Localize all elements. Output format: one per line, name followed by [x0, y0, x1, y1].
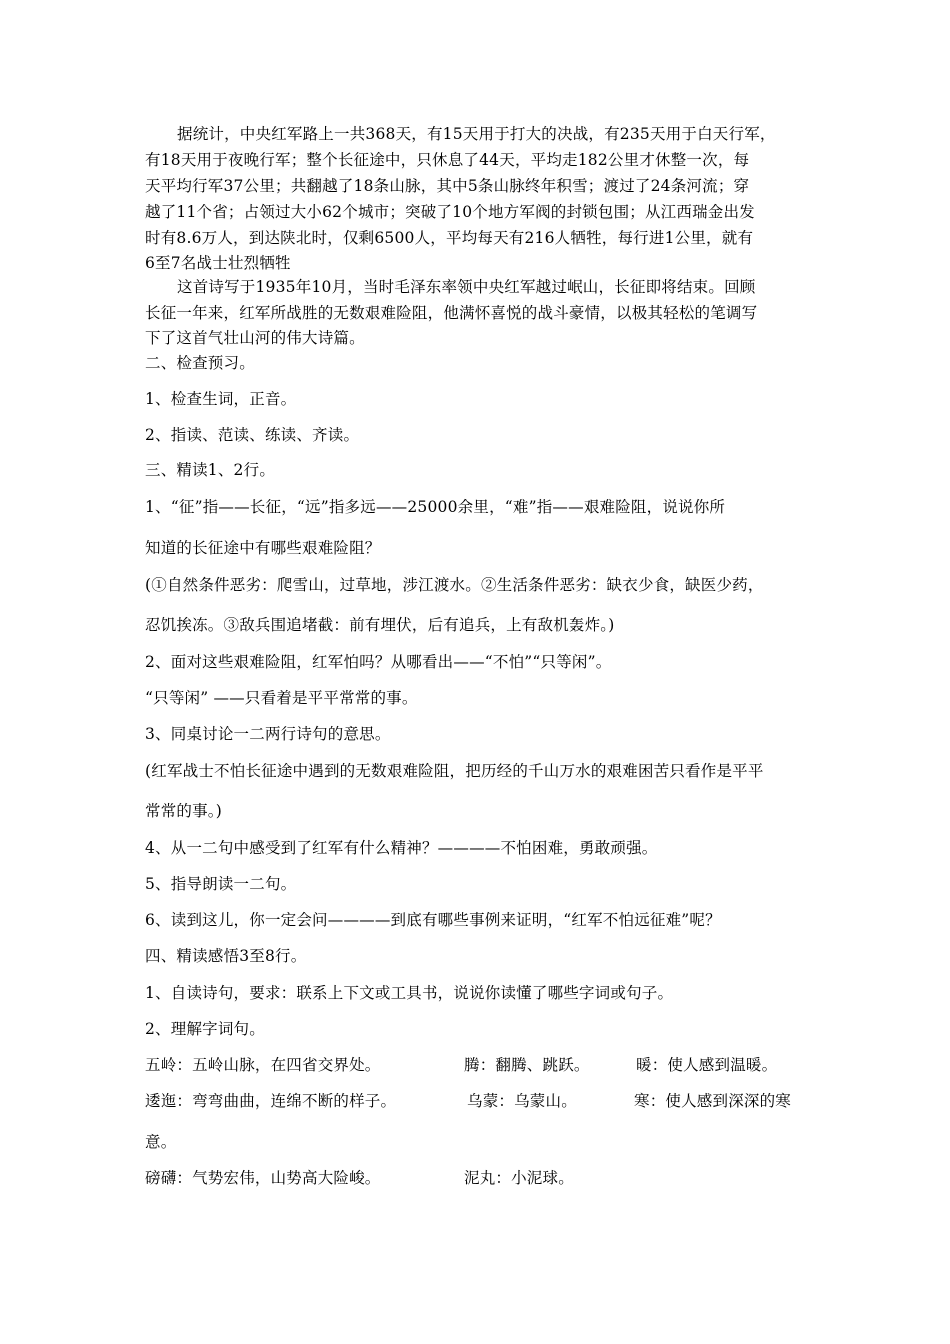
glossary-entry: 泥丸：小泥球。	[464, 1169, 574, 1187]
glossary-entry: 腾：翻腾、跳跃。	[464, 1056, 590, 1074]
list-item-continued: “只等闲” ——只看着是平平常常的事。	[145, 689, 418, 707]
answer-text: 常常的事。)	[145, 802, 222, 820]
list-item: 1、自读诗句，要求：联系上下文或工具书，说说你读懂了哪些字词或句子。	[145, 984, 674, 1002]
list-item: 2、指读、范读、练读、齐读。	[145, 426, 360, 444]
glossary-entry: 五岭：五岭山脉，在四省交界处。	[145, 1056, 381, 1074]
paragraph-stats-line: 越了11个省；占领过大小62个城市；突破了10个地方军阀的封锁包围；从江西瑞金出发	[145, 203, 755, 221]
answer-text: 忍饥挨冻。③敌兵围追堵截：前有埋伏，后有追兵，上有敌机轰炸。)	[145, 616, 615, 634]
list-item: 2、理解字词句。	[145, 1020, 265, 1038]
paragraph-stats-line: 天平均行军37公里；共翻越了18条山脉，其中5条山脉终年积雪；渡过了24条河流；穿	[145, 177, 750, 195]
glossary-entry: 逶迤：弯弯曲曲，连绵不断的样子。	[145, 1092, 397, 1110]
paragraph-poem-background-line: 这首诗写于1935年10月，当时毛泽东率领中央红军越过岷山，长征即将结束。回顾	[177, 278, 756, 296]
paragraph-stats-line: 有18天用于夜晚行军；整个长征途中，只休息了44天，平均走182公里才休整一次，每	[145, 151, 750, 169]
list-item: 6、读到这儿，你一定会问————到底有哪些事例来证明，“红军不怕远征难”呢？	[145, 911, 721, 929]
section-heading-close-reading-3-8: 四、精读感悟3至8行。	[145, 947, 307, 965]
glossary-entry: 寒：使人感到深深的寒	[634, 1092, 792, 1110]
list-item: 3、同桌讨论一二两行诗句的意思。	[145, 725, 391, 743]
paragraph-stats-line: 时有8.6万人，到达陕北时，仅剩6500人，平均每天有216人牺牲，每行进1公里，就有	[145, 229, 754, 247]
list-item: 1、“征”指——长征，“远”指多远——25000余里，“难”指——艰难险阻，说说你所	[145, 498, 726, 516]
list-item-continued: 知道的长征途中有哪些艰难险阻？	[145, 539, 381, 557]
glossary-entry: 磅礴：气势宏伟，山势高大险峻。	[145, 1169, 381, 1187]
glossary-entry-continued: 意。	[145, 1133, 177, 1151]
list-item: 2、面对这些艰难险阻，红军怕吗？从哪看出——“不怕”“只等闲”。	[145, 653, 612, 671]
paragraph-poem-background-line: 长征一年来，红军所战胜的无数艰难险阻，他满怀喜悦的战斗豪情，以极其轻松的笔调写	[145, 304, 758, 322]
paragraph-stats-line: 6至7名战士壮烈牺牲	[145, 254, 291, 272]
list-item: 4、从一二句中感受到了红军有什么精神？————不怕困难，勇敢顽强。	[145, 839, 658, 857]
answer-text: (①自然条件恶劣：爬雪山，过草地，涉江渡水。②生活条件恶劣：缺衣少食，缺医少药，	[145, 576, 764, 594]
paragraph-poem-background-line: 下了这首气壮山河的伟大诗篇。	[145, 329, 365, 347]
glossary-entry: 乌蒙：乌蒙山。	[467, 1092, 577, 1110]
section-heading-close-reading-1-2: 三、精读1、2行。	[145, 461, 276, 479]
paragraph-stats-line: 据统计，中央红军路上一共368天，有15天用于打大的决战，有235天用于白天行军，	[177, 125, 776, 143]
answer-text: (红军战士不怕长征途中遇到的无数艰难险阻，把历经的千山万水的艰难困苦只看作是平平	[145, 762, 764, 780]
list-item: 5、指导朗读一二句。	[145, 875, 297, 893]
glossary-entry: 暖：使人感到温暖。	[636, 1056, 778, 1074]
list-item: 1、检查生词，正音。	[145, 390, 297, 408]
section-heading-review: 二、检查预习。	[145, 354, 255, 372]
